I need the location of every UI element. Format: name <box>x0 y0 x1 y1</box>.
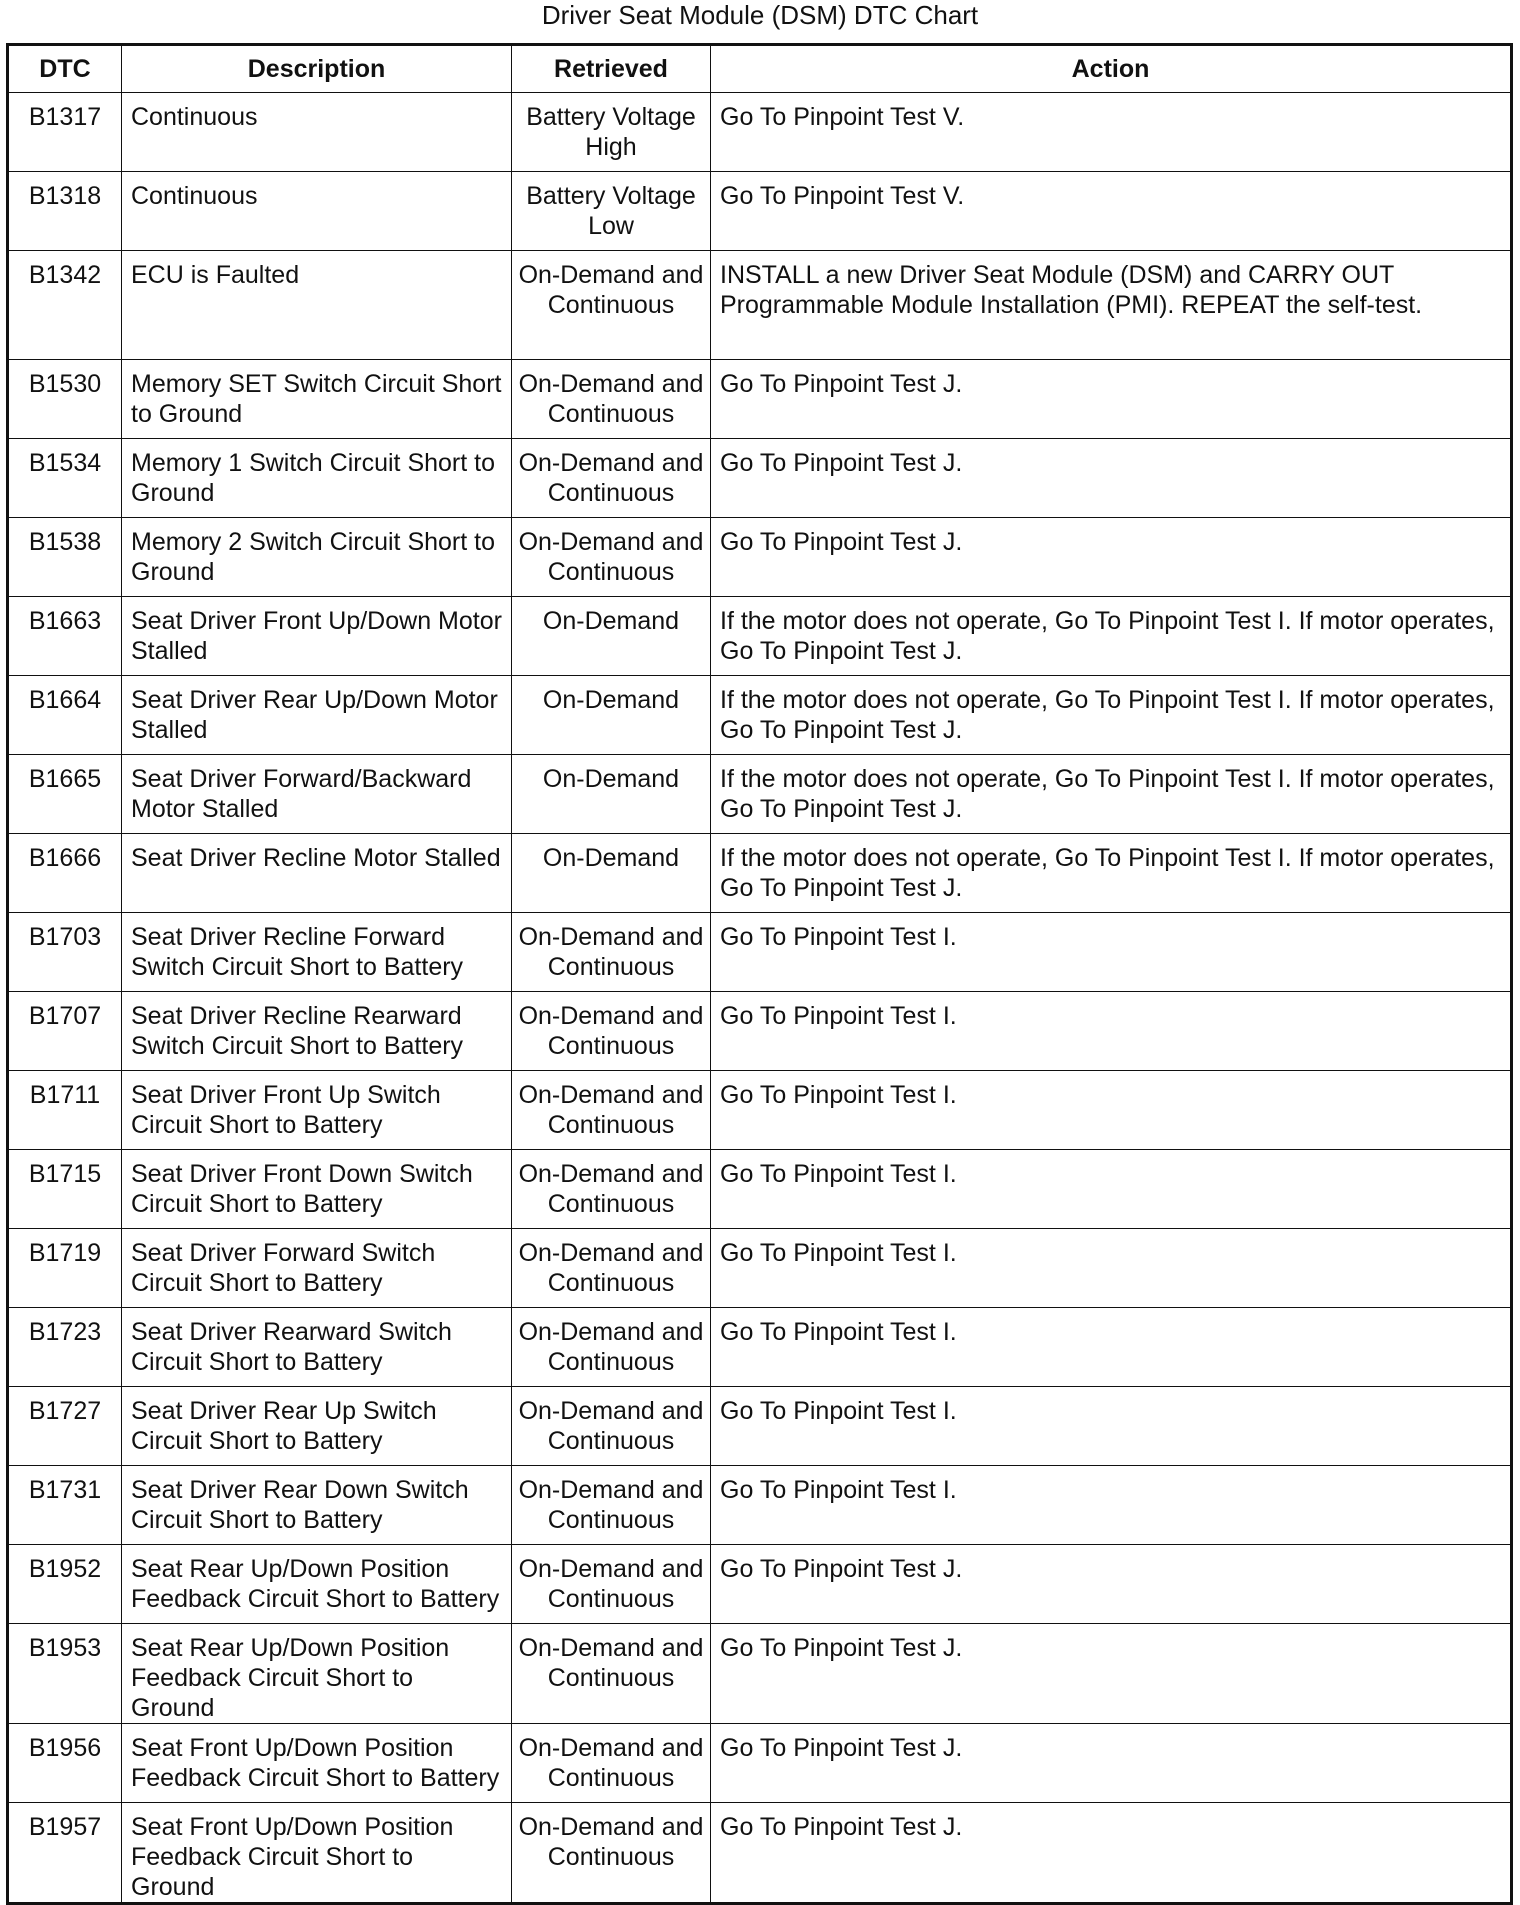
dtc-code: B1723 <box>8 1308 122 1387</box>
dtc-description: Memory 1 Switch Circuit Short to Ground <box>122 439 512 518</box>
dtc-action: Go To Pinpoint Test I. <box>711 1308 1512 1387</box>
dtc-code: B1317 <box>8 93 122 172</box>
table-row <box>8 251 1512 360</box>
table-row <box>8 597 1512 676</box>
header-action: Action <box>711 45 1512 93</box>
dtc-retrieved: On-Demand and Continuous <box>512 1803 711 1904</box>
table-row <box>8 360 1512 439</box>
header-dtc: DTC <box>8 45 122 93</box>
table-row <box>8 992 1512 1071</box>
dtc-retrieved: On-Demand <box>512 755 711 834</box>
dtc-action: Go To Pinpoint Test J. <box>711 1624 1512 1724</box>
dtc-description: Seat Driver Front Up Switch Circuit Short to Battery <box>122 1071 512 1150</box>
table-row <box>8 755 1512 834</box>
dtc-description: Seat Driver Recline Motor Stalled <box>122 834 512 913</box>
dtc-action: Go To Pinpoint Test I. <box>711 992 1512 1071</box>
dtc-code: B1731 <box>8 1466 122 1545</box>
table-row <box>8 93 1512 172</box>
table-body <box>8 93 1512 1904</box>
table-row <box>8 439 1512 518</box>
dtc-description: ECU is Faulted <box>122 251 512 360</box>
header-description: Description <box>122 45 512 93</box>
dtc-code: B1666 <box>8 834 122 913</box>
table-row <box>8 1724 1512 1803</box>
dtc-description: Seat Driver Forward/Backward Motor Stalled <box>122 755 512 834</box>
dtc-retrieved: On-Demand and Continuous <box>512 992 711 1071</box>
dtc-retrieved: On-Demand and Continuous <box>512 1545 711 1624</box>
dtc-code: B1665 <box>8 755 122 834</box>
dtc-description: Seat Driver Rear Down Switch Circuit Short to Battery <box>122 1466 512 1545</box>
dtc-retrieved: On-Demand and Continuous <box>512 1624 711 1724</box>
dtc-code: B1530 <box>8 360 122 439</box>
dtc-code: B1711 <box>8 1071 122 1150</box>
header-retrieved: Retrieved <box>512 45 711 93</box>
dtc-description: Memory 2 Switch Circuit Short to Ground <box>122 518 512 597</box>
table-row <box>8 676 1512 755</box>
dtc-retrieved: On-Demand and Continuous <box>512 360 711 439</box>
dtc-retrieved: On-Demand and Continuous <box>512 1387 711 1466</box>
dtc-description: Seat Driver Front Up/Down Motor Stalled <box>122 597 512 676</box>
dtc-description: Seat Driver Rear Up/Down Motor Stalled <box>122 676 512 755</box>
dtc-description: Continuous <box>122 172 512 251</box>
table-row <box>8 1545 1512 1624</box>
dtc-description: Seat Driver Rearward Switch Circuit Short to Battery <box>122 1308 512 1387</box>
table-row <box>8 913 1512 992</box>
dtc-code: B1318 <box>8 172 122 251</box>
dtc-retrieved: On-Demand and Continuous <box>512 1071 711 1150</box>
dtc-action: Go To Pinpoint Test I. <box>711 1466 1512 1545</box>
dtc-retrieved: On-Demand <box>512 834 711 913</box>
table-row <box>8 1624 1512 1724</box>
dtc-action: Go To Pinpoint Test I. <box>711 1229 1512 1308</box>
dtc-code: B1534 <box>8 439 122 518</box>
dtc-code: B1707 <box>8 992 122 1071</box>
table-row <box>8 1150 1512 1229</box>
dtc-action: Go To Pinpoint Test J. <box>711 1545 1512 1624</box>
dtc-retrieved: On-Demand and Continuous <box>512 439 711 518</box>
dtc-retrieved: Battery Voltage Low <box>512 172 711 251</box>
dtc-action: Go To Pinpoint Test V. <box>711 172 1512 251</box>
dtc-action: Go To Pinpoint Test J. <box>711 1803 1512 1904</box>
dtc-code: B1953 <box>8 1624 122 1724</box>
dtc-retrieved: On-Demand and Continuous <box>512 518 711 597</box>
dtc-retrieved: On-Demand and Continuous <box>512 251 711 360</box>
dtc-code: B1538 <box>8 518 122 597</box>
dtc-action: Go To Pinpoint Test V. <box>711 93 1512 172</box>
dtc-description: Continuous <box>122 93 512 172</box>
dtc-description: Seat Driver Recline Forward Switch Circuit Short to Battery <box>122 913 512 992</box>
dtc-code: B1956 <box>8 1724 122 1803</box>
dtc-description: Seat Front Up/Down Position Feedback Circuit Short to Ground <box>122 1803 512 1904</box>
dtc-action: Go To Pinpoint Test I. <box>711 913 1512 992</box>
table-row <box>8 518 1512 597</box>
dtc-description: Seat Driver Recline Rearward Switch Circuit Short to Battery <box>122 992 512 1071</box>
table-row <box>8 1466 1512 1545</box>
table-row <box>8 1803 1512 1904</box>
dtc-action: Go To Pinpoint Test I. <box>711 1071 1512 1150</box>
dtc-action: Go To Pinpoint Test J. <box>711 439 1512 518</box>
dtc-action: Go To Pinpoint Test J. <box>711 518 1512 597</box>
dtc-retrieved: On-Demand and Continuous <box>512 1150 711 1229</box>
dtc-action: Go To Pinpoint Test J. <box>711 1724 1512 1803</box>
header-row <box>8 45 1512 93</box>
dtc-action: Go To Pinpoint Test I. <box>711 1150 1512 1229</box>
dtc-action: If the motor does not operate, Go To Pinpoint Test I. If motor operates, Go To Pinpoint Test J. <box>711 597 1512 676</box>
dtc-action: If the motor does not operate, Go To Pinpoint Test I. If motor operates, Go To Pinpoint Test J. <box>711 676 1512 755</box>
table-row <box>8 1071 1512 1150</box>
dtc-description: Seat Rear Up/Down Position Feedback Circuit Short to Ground <box>122 1624 512 1724</box>
dtc-retrieved: On-Demand and Continuous <box>512 913 711 992</box>
table-row <box>8 172 1512 251</box>
dtc-code: B1664 <box>8 676 122 755</box>
dtc-code: B1663 <box>8 597 122 676</box>
dtc-retrieved: On-Demand and Continuous <box>512 1308 711 1387</box>
dtc-description: Seat Driver Front Down Switch Circuit Short to Battery <box>122 1150 512 1229</box>
dtc-code: B1952 <box>8 1545 122 1624</box>
dtc-retrieved: Battery Voltage High <box>512 93 711 172</box>
dtc-description: Seat Front Up/Down Position Feedback Circuit Short to Battery <box>122 1724 512 1803</box>
dtc-retrieved: On-Demand <box>512 597 711 676</box>
dtc-table <box>6 43 1513 1905</box>
dtc-code: B1727 <box>8 1387 122 1466</box>
dtc-code: B1719 <box>8 1229 122 1308</box>
dtc-action: If the motor does not operate, Go To Pinpoint Test I. If motor operates, Go To Pinpoint Test J. <box>711 834 1512 913</box>
dtc-retrieved: On-Demand <box>512 676 711 755</box>
dtc-description: Memory SET Switch Circuit Short to Ground <box>122 360 512 439</box>
dtc-action: Go To Pinpoint Test I. <box>711 1387 1512 1466</box>
dtc-action: If the motor does not operate, Go To Pinpoint Test I. If motor operates, Go To Pinpoint Test J. <box>711 755 1512 834</box>
dtc-code: B1715 <box>8 1150 122 1229</box>
dtc-retrieved: On-Demand and Continuous <box>512 1229 711 1308</box>
dtc-description: Seat Driver Rear Up Switch Circuit Short to Battery <box>122 1387 512 1466</box>
page-title: Driver Seat Module (DSM) DTC Chart <box>541 0 979 30</box>
dtc-retrieved: On-Demand and Continuous <box>512 1724 711 1803</box>
table-row <box>8 834 1512 913</box>
dtc-description: Seat Rear Up/Down Position Feedback Circuit Short to Battery <box>122 1545 512 1624</box>
dtc-action: INSTALL a new Driver Seat Module (DSM) and CARRY OUT Programmable Module Installation (PMI). REPEAT the self-test. <box>711 251 1512 360</box>
dtc-code: B1957 <box>8 1803 122 1904</box>
dtc-description: Seat Driver Forward Switch Circuit Short to Battery <box>122 1229 512 1308</box>
table-row <box>8 1387 1512 1466</box>
dtc-action: Go To Pinpoint Test J. <box>711 360 1512 439</box>
dtc-retrieved: On-Demand and Continuous <box>512 1466 711 1545</box>
table-row <box>8 1229 1512 1308</box>
table-row <box>8 1308 1512 1387</box>
dtc-code: B1703 <box>8 913 122 992</box>
dtc-code: B1342 <box>8 251 122 360</box>
